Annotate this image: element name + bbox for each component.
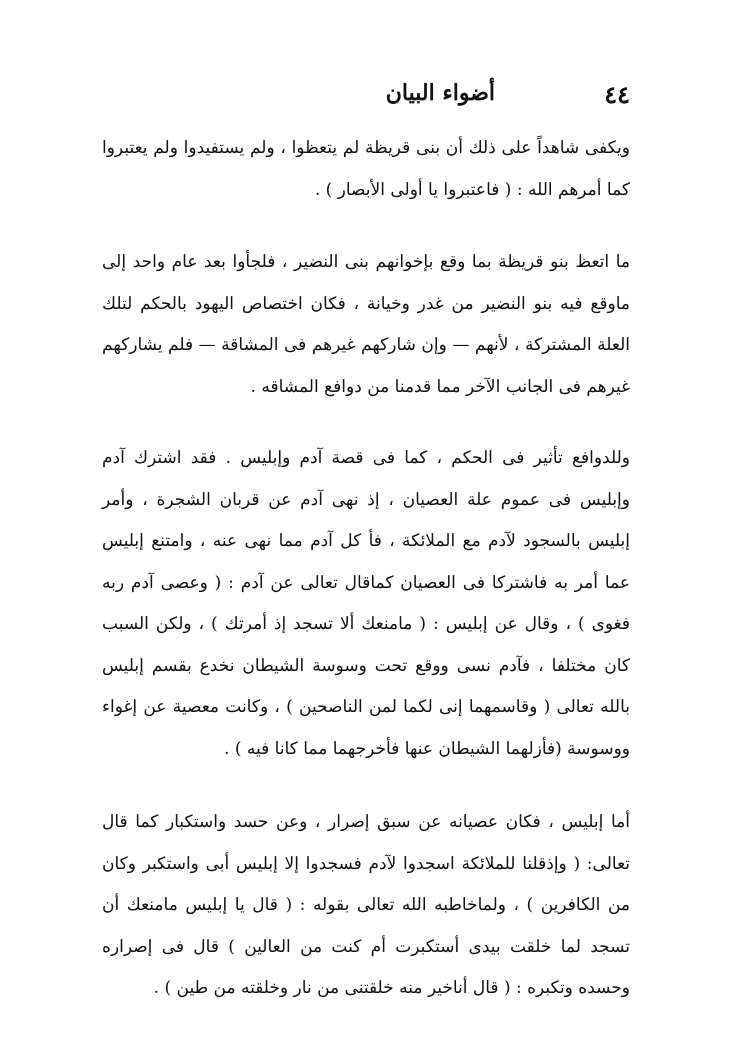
paragraph-4: أما إبليس ، فكان عصيانه عن سبق إصرار ، وعن حسد واستكبار كما قال تعالى: ( وإذقلنا للملائكة اسجدوا لآدم فسجدوا إلا إبليس أبى واستكبر وكان من الكافرين ) ، ولماخاطبه الله تعالى بقوله : ( قال يا إبليس مامنعك أن تسجد لما خلقت بيدى أستكبرت أم كنت من العالين ) قال فى إصراره وحسده وتكبره : ( قال أناخير منه خلقتنى من نار وخلقته من طين ) . bbox=[102, 812, 630, 998]
page-header bbox=[300, 80, 630, 116]
paragraph-3: وللدوافع تأثير فى الحكم ، كما فى قصة آدم وإبليس . فقد اشترك آدم وإبليس فى عموم علة العصيان ، إذ نهى آدم عن قربان الشجرة ، وأمر إبليس بالسجود لآدم مع الملائكة ، فأ كل آدم مما نهى عنه ، وامتنع إبليس عما أمر به فاشتركا فى العصيان كماقال تعالى عن آدم : ( وعصى آدم ربه فغوى ) ، وقال عن إبليس : ( مامنعك ألا تسجد إذ أمرتك ) ، ولكن السبب كان مختلفا ، فآدم نسى ووقع تحت وسوسة الشيطان نخدع بقسم إبليس بالله تعالى ( وقاسمهما إنى لكما لمن الناصحين ) ، وكانت معصية عن إغواء ووسوسة (فأزلهما الشيطان عنها فأخرجهما مما كانا فيه ) . bbox=[102, 448, 630, 759]
paragraph-2: ما اتعظ بنو قريظة بما وقع بإخوانهم بنى النضير ، فلجأوا بعد عام واحد إلى ماوقع فيه بنو النضير من غدر وخيانة ، فكان اختصاص اليهود بالحكم لتلك العلة المشتركة ، لأنهم — وإن شاركهم غيرهم فى المشاقة — فلم يشاركهم غيرهم فى الجانب الآخر مما قدمنا من دوافع المشاقه . bbox=[102, 252, 630, 397]
page-number: ٤٤ bbox=[604, 80, 630, 109]
running-title: أضواء البيان bbox=[385, 80, 495, 106]
paragraph-1: ويكفى شاهداً على ذلك أن بنى قريظة لم يتعظوا ، ولم يستفيدوا ولم يعتبروا كما أمرهم الله : ( فاعتبروا يا أولى الأبصار ) . bbox=[102, 138, 630, 200]
body-text bbox=[102, 128, 630, 1010]
